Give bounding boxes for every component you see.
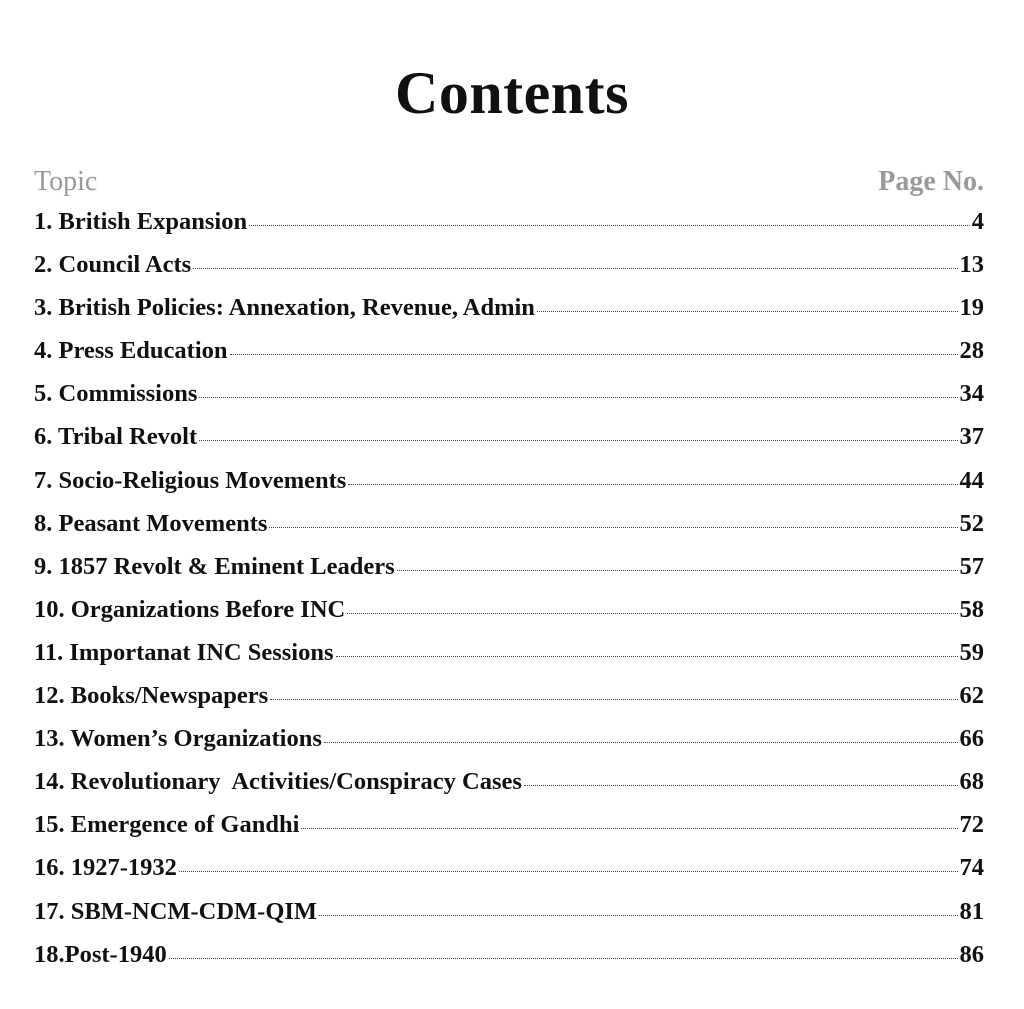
toc-entry-page-number: 74 [959, 854, 984, 882]
toc-entry-page-number: 19 [959, 294, 984, 322]
dot-leader [301, 828, 957, 829]
toc-entry[interactable] [34, 294, 984, 337]
toc-entry-page-number: 72 [959, 811, 984, 839]
toc-entry[interactable] [34, 596, 984, 639]
toc-entry-topic: 6. Tribal Revolt [34, 423, 198, 451]
dot-leader [348, 484, 957, 485]
toc-entry-page-number: 81 [959, 897, 984, 925]
toc-entry-topic: 7. Socio-Religious Movements [34, 466, 347, 494]
toc-entry-topic: 10. Organizations Before INC [34, 595, 346, 623]
dot-leader [179, 871, 958, 872]
toc-entry-page-number: 86 [959, 940, 984, 968]
toc-entry-topic: 4. Press Education [34, 337, 228, 365]
toc-entry[interactable] [34, 423, 984, 466]
dot-leader [270, 699, 957, 700]
toc-entry-topic: 1. British Expansion [34, 208, 248, 235]
toc-entry[interactable] [34, 768, 984, 811]
toc-entry-page-number: 44 [959, 466, 984, 494]
dot-leader [524, 785, 958, 786]
page-column-header: Page No. [878, 166, 984, 197]
toc-entry[interactable] [34, 898, 984, 941]
dot-leader [319, 915, 957, 916]
toc-entry-topic: 12. Books/Newspapers [34, 682, 269, 710]
toc-entry-page-number: 13 [959, 251, 984, 279]
toc-entry-topic: 17. SBM-NCM-CDM-QIM [34, 897, 318, 925]
toc-entry-topic: 14. Revolutionary Activities/Conspiracy Cases [34, 768, 522, 796]
toc-entry[interactable] [34, 380, 984, 423]
toc-entry-page-number: 62 [959, 682, 984, 710]
toc-entry[interactable] [34, 510, 984, 553]
toc-entry[interactable] [34, 811, 984, 854]
toc-entry-topic: 15. Emergence of Gandhi [34, 811, 300, 839]
toc-entry-page-number: 28 [959, 337, 984, 365]
dot-leader [537, 311, 958, 312]
dot-leader [269, 527, 957, 528]
toc-entry-topic: 8. Peasant Movements [34, 509, 268, 537]
toc-entry-page-number: 57 [959, 552, 984, 580]
toc-entry-topic: 16. 1927-1932 [34, 854, 177, 882]
dot-leader [336, 656, 958, 657]
toc-entry-topic: 13. Women’s Organizations [34, 725, 322, 753]
dot-leader [397, 570, 958, 571]
dot-leader [193, 268, 957, 269]
toc-list [34, 208, 984, 984]
toc-entry-page-number: 4 [971, 208, 984, 235]
toc-entry-topic: 2. Council Acts [34, 251, 192, 279]
toc-entry[interactable] [34, 467, 984, 510]
dot-leader [230, 354, 958, 355]
toc-entry[interactable] [34, 725, 984, 768]
toc-entry[interactable] [34, 941, 984, 984]
dot-leader [199, 397, 957, 398]
toc-entry-page-number: 68 [959, 768, 984, 796]
dot-leader [249, 225, 970, 226]
page-title: Contents [394, 60, 629, 127]
toc-entry[interactable] [34, 854, 984, 897]
toc-entry-topic: 3. British Policies: Annexation, Revenue, Admin [34, 294, 535, 322]
toc-entry-page-number: 37 [959, 423, 984, 451]
toc-entry-topic: 5. Commissions [34, 380, 198, 408]
dot-leader [199, 440, 957, 441]
toc-entry[interactable] [34, 639, 984, 682]
toc-entry[interactable] [34, 251, 984, 294]
toc-entry-page-number: 52 [959, 509, 984, 537]
dot-leader [347, 613, 957, 614]
toc-header [34, 166, 984, 208]
topic-column-header: Topic [34, 166, 98, 197]
toc-entry-topic: 18.Post-1940 [34, 940, 167, 968]
toc-entry-page-number: 34 [959, 380, 984, 408]
table-of-contents [34, 166, 984, 984]
dot-leader [324, 742, 958, 743]
toc-entry[interactable] [34, 553, 984, 596]
toc-entry-page-number: 58 [959, 595, 984, 623]
toc-entry-topic: 9. 1857 Revolt & Eminent Leaders [34, 552, 395, 580]
toc-entry[interactable] [34, 337, 984, 380]
toc-entry-topic: 11. Importanat INC Sessions [34, 638, 334, 666]
dot-leader [169, 958, 958, 959]
toc-entry-page-number: 59 [959, 638, 984, 666]
toc-entry[interactable] [34, 208, 984, 251]
toc-entry-page-number: 66 [959, 725, 984, 753]
toc-entry[interactable] [34, 682, 984, 725]
